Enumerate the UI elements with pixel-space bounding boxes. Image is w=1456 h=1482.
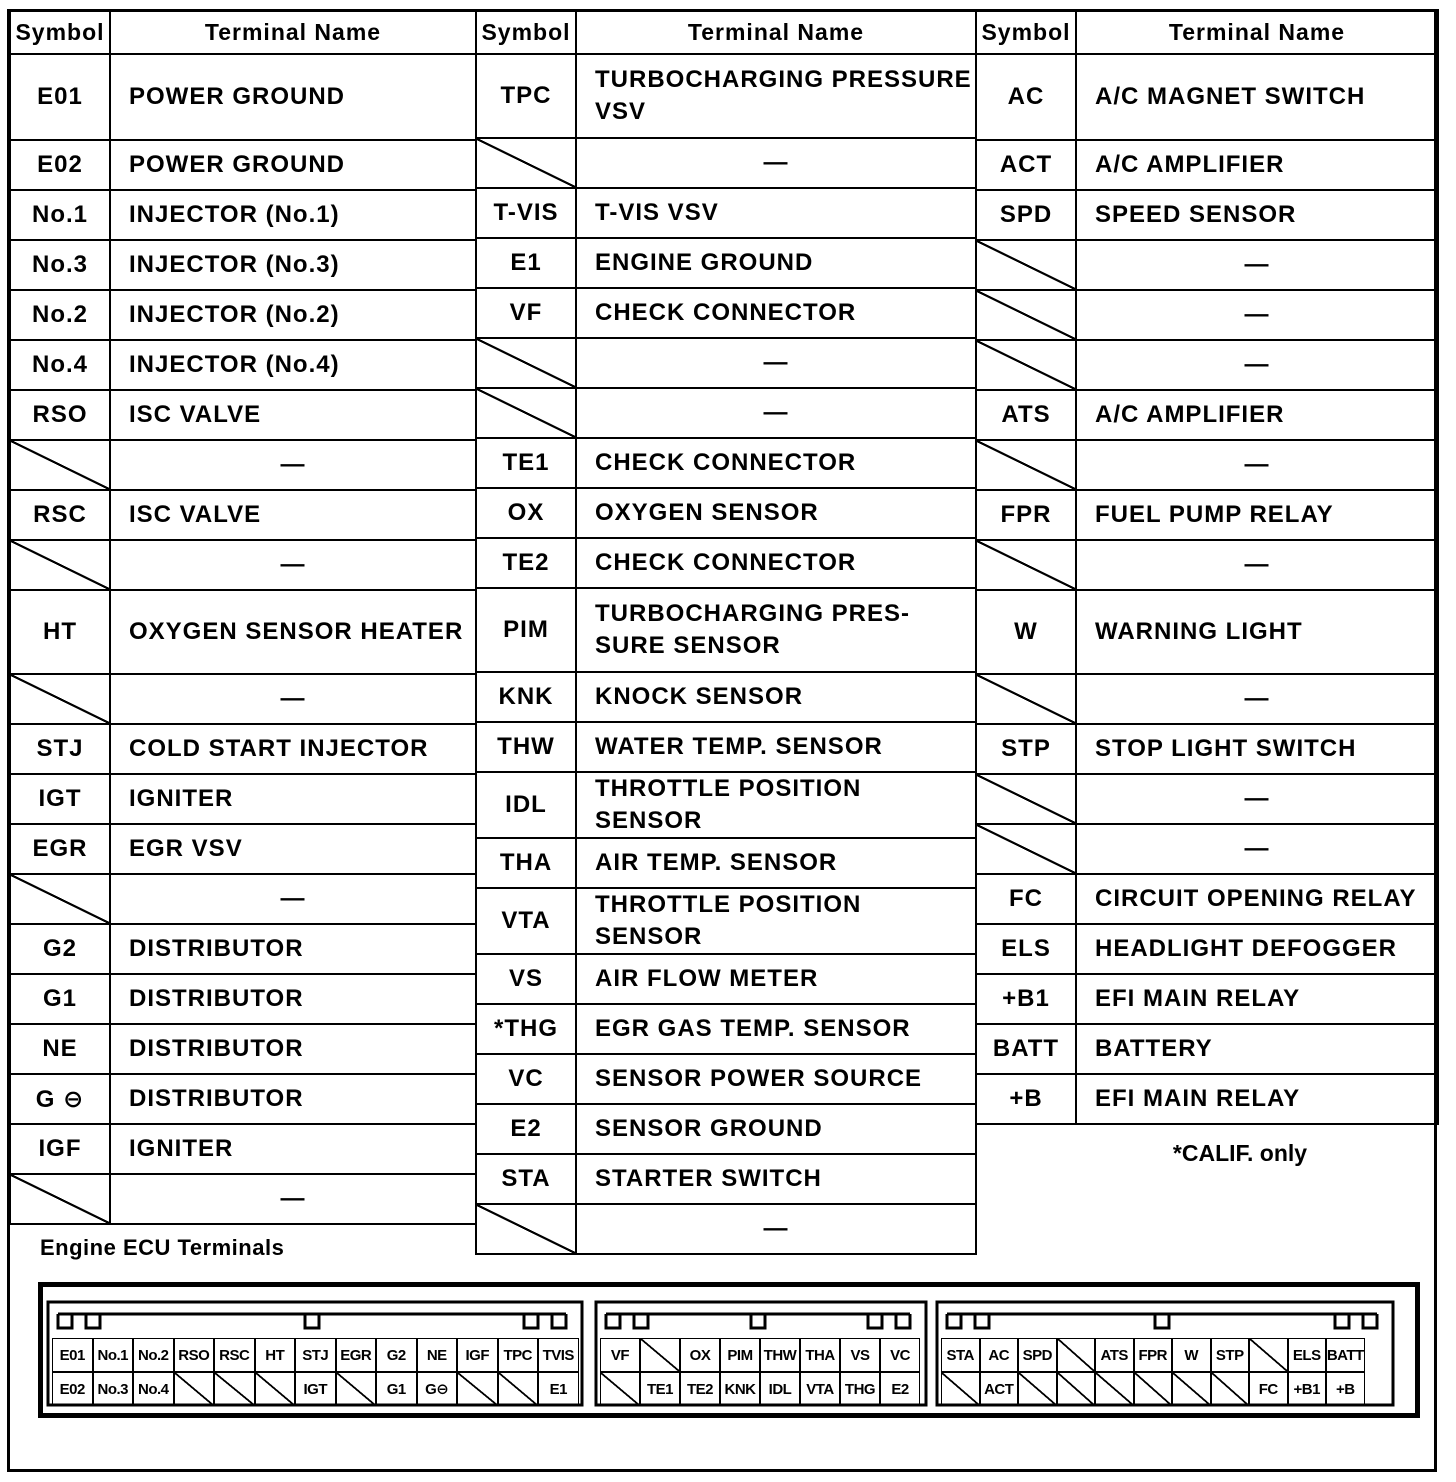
terminal-name-cell: OXYGEN SENSOR (576, 488, 976, 538)
connector-pin: IGF (457, 1338, 498, 1372)
connector-pin: ATS (1095, 1338, 1134, 1372)
connector-pin: ACT (980, 1372, 1019, 1406)
table-row (10, 874, 476, 924)
connector-key-tab (896, 1314, 910, 1328)
terminal-name-cell: AIR FLOW METER (576, 954, 976, 1004)
symbol-cell: No.1 (10, 190, 110, 240)
terminal-name-cell: DISTRIBUTOR (110, 974, 476, 1024)
terminal-name-cell: HEADLIGHT DEFOGGER (1076, 924, 1438, 974)
connector-pin: STJ (295, 1338, 336, 1372)
blank-pin (1249, 1338, 1288, 1372)
ecu-title: Engine ECU Terminals (40, 1235, 285, 1260)
connector-pin: STP (1211, 1338, 1250, 1372)
connector-pin: THW (760, 1338, 800, 1372)
blank-pin (1211, 1372, 1250, 1406)
empty-name-cell: — (576, 138, 976, 188)
empty-name-cell: — (1076, 340, 1438, 390)
symbol-cell: STA (476, 1154, 576, 1204)
blank-pin (640, 1338, 680, 1372)
symbol-cell: VS (476, 954, 576, 1004)
symbol-cell: THW (476, 722, 576, 772)
table-row (476, 954, 976, 1004)
symbol-cell: E01 (10, 54, 110, 140)
terminal-name-cell: ENGINE GROUND (576, 238, 976, 288)
connector-pin: THA (800, 1338, 840, 1372)
connector-pin: E02 (52, 1372, 93, 1406)
terminal-name-cell: EGR VSV (110, 824, 476, 874)
blank-symbol-cell (976, 824, 1076, 874)
symbol-cell: RSO (10, 390, 110, 440)
table-row (976, 540, 1438, 590)
table-row (476, 238, 976, 288)
terminal-name-cell: INJECTOR (No.3) (110, 240, 476, 290)
symbol-cell: KNK (476, 672, 576, 722)
terminal-name-cell: INJECTOR (No.2) (110, 290, 476, 340)
terminal-name-cell: EGR GAS TEMP. SENSOR (576, 1004, 976, 1054)
blank-pin (457, 1372, 498, 1406)
terminal-name-cell: DISTRIBUTOR (110, 924, 476, 974)
ecu-connector-3 (935, 1300, 1395, 1407)
symbol-cell: NE (10, 1024, 110, 1074)
terminal-name-cell: INJECTOR (No.4) (110, 340, 476, 390)
terminal-name-cell: EFI MAIN RELAY (1076, 974, 1438, 1024)
empty-name-cell: — (110, 674, 476, 724)
table-row (10, 140, 476, 190)
connector-pin: G1 (376, 1372, 417, 1406)
symbol-cell: HT (10, 590, 110, 674)
table-row (10, 290, 476, 340)
connector-pin: OX (680, 1338, 720, 1372)
blank-symbol-cell (10, 674, 110, 724)
blank-pin (336, 1372, 377, 1406)
table-row (10, 1024, 476, 1074)
terminal-name-cell: A/C MAGNET SWITCH (1076, 54, 1438, 140)
blank-pin (1134, 1372, 1173, 1406)
connector-pin-grid (941, 1338, 1365, 1406)
table-row (10, 390, 476, 440)
table-row (476, 488, 976, 538)
terminal-name-cell: A/C AMPLIFIER (1076, 390, 1438, 440)
connector-pin: FPR (1134, 1338, 1173, 1372)
terminal-name-cell: ISC VALVE (110, 490, 476, 540)
terminal-name-cell: CIRCUIT OPENING RELAY (1076, 874, 1438, 924)
symbol-header: Symbol (476, 10, 576, 54)
blank-symbol-cell (976, 340, 1076, 390)
empty-name-cell: — (1076, 540, 1438, 590)
table-row (976, 440, 1438, 490)
terminal-name-cell: CHECK CONNECTOR (576, 288, 976, 338)
symbol-cell: E2 (476, 1104, 576, 1154)
table-row (10, 340, 476, 390)
empty-name-cell: — (1076, 240, 1438, 290)
table-row (976, 974, 1438, 1024)
symbol-cell: SPD (976, 190, 1076, 240)
connector-pin: No.4 (133, 1372, 174, 1406)
connector-key-tab (1335, 1314, 1349, 1328)
connector-pin: AC (980, 1338, 1019, 1372)
table-row (476, 1104, 976, 1154)
table-row (476, 54, 976, 138)
symbol-cell: No.4 (10, 340, 110, 390)
table-row (10, 590, 476, 674)
table-row (976, 240, 1438, 290)
table-row (10, 240, 476, 290)
symbol-cell: TPC (476, 54, 576, 138)
table-row (476, 538, 976, 588)
table-row (10, 1174, 476, 1224)
symbol-cell: T-VIS (476, 188, 576, 238)
blank-pin (1057, 1372, 1096, 1406)
connector-pin: THG (840, 1372, 880, 1406)
terminal-name-cell: TURBOCHARGING PRES- SURE SENSOR (576, 588, 976, 672)
footnote: *CALIF. only (1172, 1140, 1308, 1166)
terminal-name-cell: OXYGEN SENSOR HEATER (110, 590, 476, 674)
table-row (976, 54, 1438, 140)
terminal-name-cell: WARNING LIGHT (1076, 590, 1438, 674)
symbol-cell: THA (476, 838, 576, 888)
table-row (10, 54, 476, 140)
terminal-name-header: Terminal Name (1076, 10, 1438, 54)
connector-pin: FC (1249, 1372, 1288, 1406)
symbol-cell: E02 (10, 140, 110, 190)
connector-key-tab (524, 1314, 538, 1328)
blank-symbol-cell (476, 138, 576, 188)
table-row (476, 388, 976, 438)
connector-pin: TPC (498, 1338, 539, 1372)
terminal-name-cell: WATER TEMP. SENSOR (576, 722, 976, 772)
symbol-cell: G1 (10, 974, 110, 1024)
connector-pin: G⊖ (417, 1372, 458, 1406)
symbol-cell: STP (976, 724, 1076, 774)
connector-pin-grid (52, 1338, 579, 1406)
blank-pin (941, 1372, 980, 1406)
connector-pin: No.1 (93, 1338, 134, 1372)
symbol-cell: IGT (10, 774, 110, 824)
table-row (476, 722, 976, 772)
terminal-name-cell: AIR TEMP. SENSOR (576, 838, 976, 888)
blank-pin (1057, 1338, 1096, 1372)
symbol-cell: PIM (476, 588, 576, 672)
symbol-cell: IDL (476, 772, 576, 838)
empty-name-cell: — (1076, 290, 1438, 340)
table-row (976, 590, 1438, 674)
connector-pin: E1 (538, 1372, 579, 1406)
symbol-cell: VF (476, 288, 576, 338)
connector-key-tab (86, 1314, 100, 1328)
connector-pin: RSO (174, 1338, 215, 1372)
empty-name-cell: — (1076, 774, 1438, 824)
connector-pin: STA (941, 1338, 980, 1372)
empty-name-cell: — (1076, 440, 1438, 490)
connector-pin: W (1172, 1338, 1211, 1372)
empty-name-cell: — (110, 440, 476, 490)
connector-pin: TVIS (538, 1338, 579, 1372)
table-row (476, 438, 976, 488)
connector-pin: PIM (720, 1338, 760, 1372)
empty-name-cell: — (110, 874, 476, 924)
terminal-name-cell: THROTTLE POSITION SENSOR (576, 772, 976, 838)
connector-key-tab (947, 1314, 961, 1328)
blank-symbol-cell (976, 674, 1076, 724)
connector-pin: TE1 (640, 1372, 680, 1406)
connector-pin: No.3 (93, 1372, 134, 1406)
table-row (476, 772, 976, 838)
terminal-table-2 (475, 9, 977, 1255)
terminal-table-3 (975, 9, 1439, 1125)
terminal-name-cell: A/C AMPLIFIER (1076, 140, 1438, 190)
table-row (10, 1074, 476, 1124)
blank-pin (1172, 1372, 1211, 1406)
empty-name-cell: — (576, 388, 976, 438)
terminal-name-header: Terminal Name (110, 10, 476, 54)
empty-name-cell: — (1076, 674, 1438, 724)
connector-pin: ELS (1288, 1338, 1327, 1372)
blank-symbol-cell (10, 874, 110, 924)
table-row (10, 540, 476, 590)
table-row (976, 190, 1438, 240)
connector-pin: E2 (880, 1372, 920, 1406)
symbol-cell: TE1 (476, 438, 576, 488)
symbol-cell: VC (476, 1054, 576, 1104)
terminal-name-cell: EFI MAIN RELAY (1076, 1074, 1438, 1124)
empty-name-cell: — (110, 1174, 476, 1224)
symbol-cell: FC (976, 874, 1076, 924)
blank-symbol-cell (976, 290, 1076, 340)
empty-name-cell: — (576, 1204, 976, 1254)
terminal-name-cell: STARTER SWITCH (576, 1154, 976, 1204)
blank-symbol-cell (10, 440, 110, 490)
symbol-cell: No.3 (10, 240, 110, 290)
table-row (476, 338, 976, 388)
connector-pin: EGR (336, 1338, 377, 1372)
terminal-name-cell: INJECTOR (No.1) (110, 190, 476, 240)
terminal-name-cell: DISTRIBUTOR (110, 1024, 476, 1074)
terminal-name-cell: ISC VALVE (110, 390, 476, 440)
table-row (476, 288, 976, 338)
symbol-cell: AC (976, 54, 1076, 140)
table-row (476, 1154, 976, 1204)
terminal-name-cell: BATTERY (1076, 1024, 1438, 1074)
connector-pin: KNK (720, 1372, 760, 1406)
table-row (976, 140, 1438, 190)
blank-symbol-cell (476, 388, 576, 438)
connector-pin: +B (1326, 1372, 1365, 1406)
connector-pin: VTA (800, 1372, 840, 1406)
connector-pin: RSC (214, 1338, 255, 1372)
table-row (476, 1054, 976, 1104)
table-row (976, 490, 1438, 540)
symbol-cell: +B (976, 1074, 1076, 1124)
terminal-name-cell: KNOCK SENSOR (576, 672, 976, 722)
connector-pin: VC (880, 1338, 920, 1372)
table-row (10, 924, 476, 974)
terminal-name-cell: CHECK CONNECTOR (576, 538, 976, 588)
table-row (976, 340, 1438, 390)
connector-pin: TE2 (680, 1372, 720, 1406)
table-row (976, 1024, 1438, 1074)
table-row (976, 1074, 1438, 1124)
connector-key-tab (606, 1314, 620, 1328)
terminal-name-cell: THROTTLE POSITION SENSOR (576, 888, 976, 954)
table-row (476, 588, 976, 672)
connector-pin: HT (255, 1338, 296, 1372)
terminal-name-cell: T-VIS VSV (576, 188, 976, 238)
connector-key-tab (1155, 1314, 1169, 1328)
table-row (976, 674, 1438, 724)
table-row (976, 774, 1438, 824)
table-row (10, 190, 476, 240)
blank-symbol-cell (976, 440, 1076, 490)
connector-key-tab (868, 1314, 882, 1328)
empty-name-cell: — (1076, 824, 1438, 874)
connector-pin: VS (840, 1338, 880, 1372)
table-row (10, 824, 476, 874)
connector-pin: BATT (1326, 1338, 1365, 1372)
symbol-cell: ATS (976, 390, 1076, 440)
connector-pin: SPD (1018, 1338, 1057, 1372)
symbol-cell: EGR (10, 824, 110, 874)
terminal-name-cell: IGNITER (110, 774, 476, 824)
terminal-name-cell: SENSOR GROUND (576, 1104, 976, 1154)
blank-pin (1095, 1372, 1134, 1406)
blank-symbol-cell (976, 240, 1076, 290)
symbol-cell: G2 (10, 924, 110, 974)
ecu-connector-2 (594, 1300, 928, 1407)
ecu-connector-1 (46, 1300, 584, 1407)
symbol-cell: VTA (476, 888, 576, 954)
blank-pin (174, 1372, 215, 1406)
table-row (476, 1204, 976, 1254)
blank-symbol-cell (10, 1174, 110, 1224)
connector-pin: No.2 (133, 1338, 174, 1372)
symbol-cell: STJ (10, 724, 110, 774)
symbol-cell: TE2 (476, 538, 576, 588)
table-row (10, 974, 476, 1024)
symbol-cell: E1 (476, 238, 576, 288)
empty-name-cell: — (110, 540, 476, 590)
table-row (476, 1004, 976, 1054)
connector-pin: +B1 (1288, 1372, 1327, 1406)
blank-symbol-cell (976, 774, 1076, 824)
terminal-name-cell: FUEL PUMP RELAY (1076, 490, 1438, 540)
table-row (476, 888, 976, 954)
table-row (976, 724, 1438, 774)
connector-pin: G2 (376, 1338, 417, 1372)
symbol-cell: G ⊖ (10, 1074, 110, 1124)
table-row (476, 188, 976, 238)
connector-pin: NE (417, 1338, 458, 1372)
symbol-header: Symbol (976, 10, 1076, 54)
terminal-name-cell: POWER GROUND (110, 140, 476, 190)
blank-pin (498, 1372, 539, 1406)
connector-pin: E01 (52, 1338, 93, 1372)
terminal-name-cell: COLD START INJECTOR (110, 724, 476, 774)
connector-pin: VF (600, 1338, 640, 1372)
table-row (476, 138, 976, 188)
table-row (976, 874, 1438, 924)
terminal-name-cell: SPEED SENSOR (1076, 190, 1438, 240)
connector-key-tab (58, 1314, 72, 1328)
symbol-cell: IGF (10, 1124, 110, 1174)
connector-key-tab (305, 1314, 319, 1328)
table-row (10, 774, 476, 824)
blank-symbol-cell (476, 338, 576, 388)
blank-symbol-cell (976, 540, 1076, 590)
blank-symbol-cell (10, 540, 110, 590)
blank-pin (600, 1372, 640, 1406)
table-row (976, 824, 1438, 874)
symbol-cell: RSC (10, 490, 110, 540)
table-row (10, 724, 476, 774)
terminal-name-cell: CHECK CONNECTOR (576, 438, 976, 488)
table-row (976, 924, 1438, 974)
blank-pin (214, 1372, 255, 1406)
symbol-cell: FPR (976, 490, 1076, 540)
table-row (476, 672, 976, 722)
symbol-cell: No.2 (10, 290, 110, 340)
symbol-cell: W (976, 590, 1076, 674)
terminal-name-cell: POWER GROUND (110, 54, 476, 140)
table-row (476, 838, 976, 888)
table-row (10, 490, 476, 540)
blank-pin (1018, 1372, 1057, 1406)
terminal-name-cell: STOP LIGHT SWITCH (1076, 724, 1438, 774)
connector-key-tab (552, 1314, 566, 1328)
connector-pin: IDL (760, 1372, 800, 1406)
terminal-table-1 (9, 9, 477, 1225)
symbol-cell: ACT (976, 140, 1076, 190)
connector-key-tab (751, 1314, 765, 1328)
terminal-name-cell: IGNITER (110, 1124, 476, 1174)
blank-pin (255, 1372, 296, 1406)
connector-key-tab (634, 1314, 648, 1328)
connector-key-tab (975, 1314, 989, 1328)
table-row (976, 290, 1438, 340)
connector-key-tab (1363, 1314, 1377, 1328)
table-row (10, 1124, 476, 1174)
symbol-cell: BATT (976, 1024, 1076, 1074)
empty-name-cell: — (576, 338, 976, 388)
terminal-name-header: Terminal Name (576, 10, 976, 54)
table-row (10, 440, 476, 490)
symbol-cell: ELS (976, 924, 1076, 974)
symbol-cell: OX (476, 488, 576, 538)
terminal-name-cell: SENSOR POWER SOURCE (576, 1054, 976, 1104)
blank-symbol-cell (476, 1204, 576, 1254)
connector-pin: IGT (295, 1372, 336, 1406)
terminal-name-cell: TURBOCHARGING PRESSURE VSV (576, 54, 976, 138)
symbol-header: Symbol (10, 10, 110, 54)
symbol-cell: *THG (476, 1004, 576, 1054)
table-row (10, 674, 476, 724)
connector-pin-grid (600, 1338, 920, 1406)
symbol-cell: +B1 (976, 974, 1076, 1024)
terminal-name-cell: DISTRIBUTOR (110, 1074, 476, 1124)
table-row (976, 390, 1438, 440)
